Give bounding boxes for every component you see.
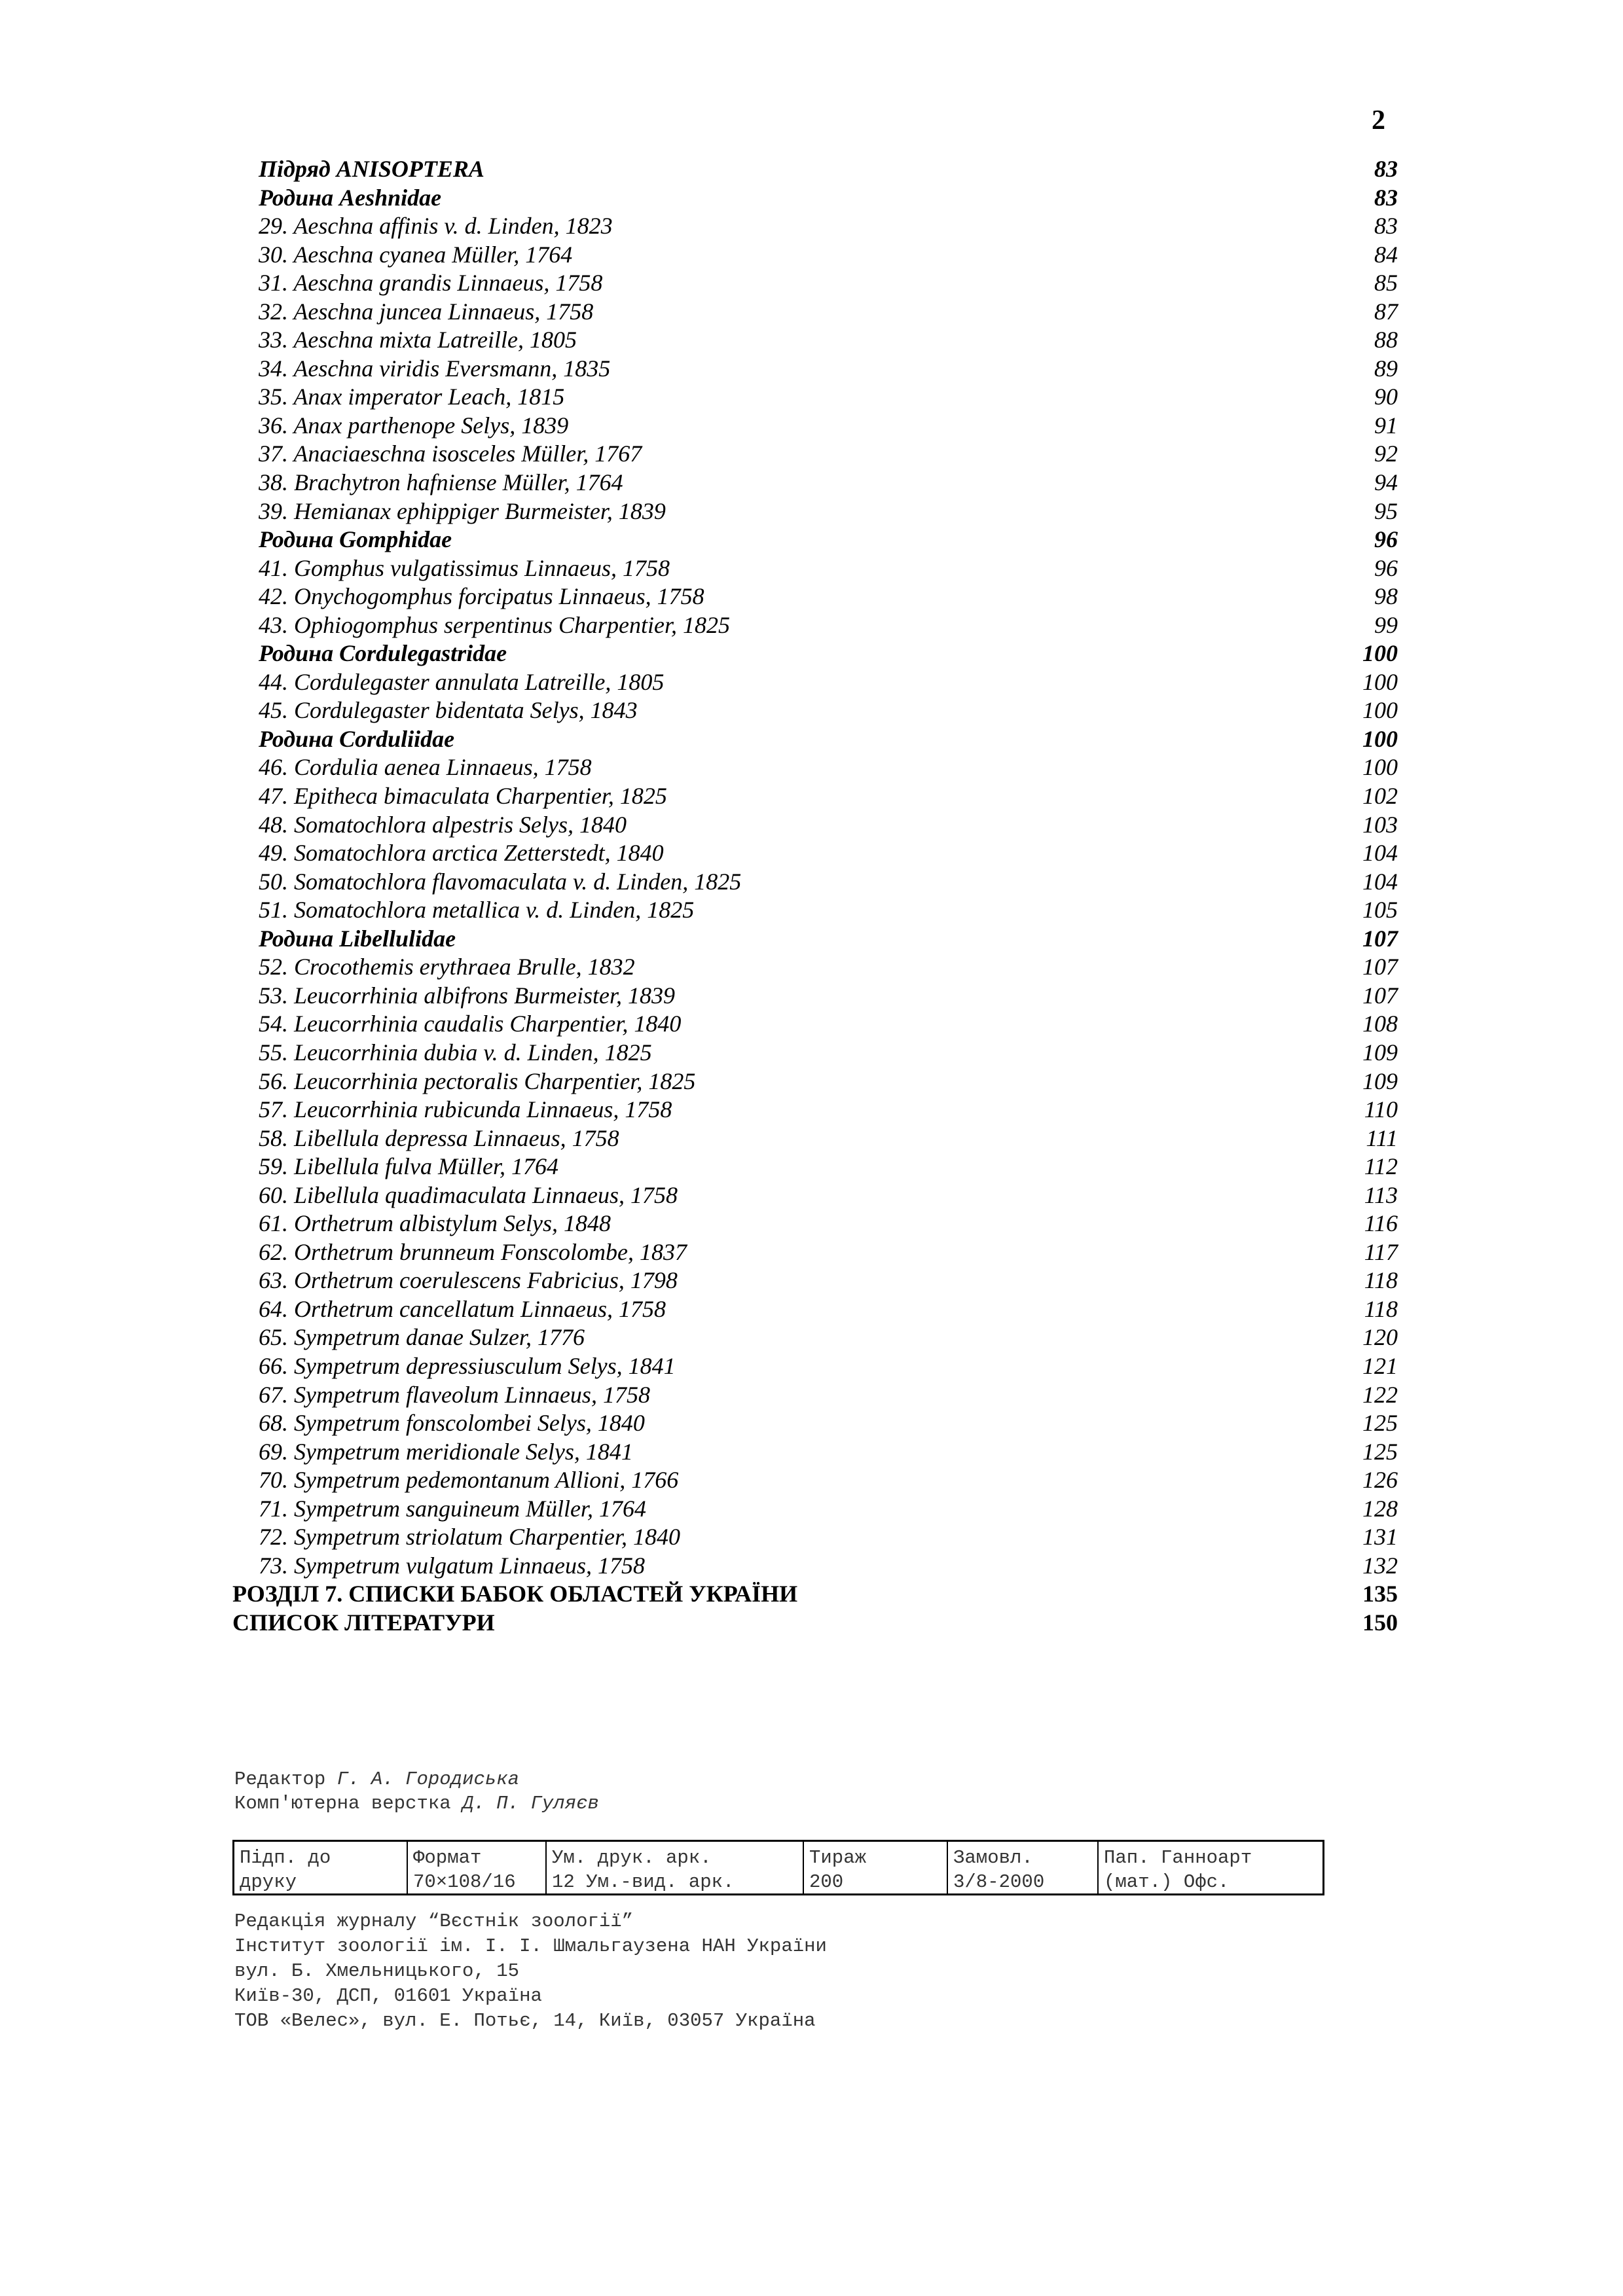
toc-entry-title: 52. Crocothemis erythraea Brulle, 1832 xyxy=(259,954,635,980)
toc-entry-title: Родина Aeshnidae xyxy=(259,184,442,211)
toc-entry-title: 60. Libellula quadimaculata Linnaeus, 1758 xyxy=(259,1181,678,1208)
toc-entry-title: 49. Somatochlora arctica Zetterstedt, 1840 xyxy=(259,840,664,867)
toc-entry-title: Родина Cordulegastridae xyxy=(259,640,507,667)
toc-entry xyxy=(232,1210,1398,1238)
toc-entry xyxy=(232,383,1398,412)
toc-entry-page: 107 xyxy=(1362,925,1398,952)
toc-entry-title: Родина Gomphidae xyxy=(259,526,452,553)
imprint-cell-line: Підп. до xyxy=(240,1847,331,1869)
toc-entry-page: 121 xyxy=(1362,1352,1398,1379)
toc-entry xyxy=(232,554,1398,583)
toc-entry-page: 111 xyxy=(1366,1124,1398,1151)
toc-entry xyxy=(232,1096,1398,1124)
imprint-cell-line: Ум. друк. арк. xyxy=(552,1847,712,1869)
toc-entry-title: 69. Sympetrum meridionale Selys, 1841 xyxy=(259,1438,633,1465)
address-line: Інститут зоології ім. І. І. Шмальгаузена НАН України xyxy=(234,1935,827,1957)
page-number: 2 xyxy=(1372,105,1385,135)
toc-entry-title: 38. Brachytron hafniense Müller, 1764 xyxy=(259,469,623,496)
editor-line xyxy=(234,1767,599,1791)
toc-entry xyxy=(232,1010,1398,1039)
toc-entry-title: 50. Somatochlora flavomaculata v. d. Linden, 1825 xyxy=(259,868,742,895)
toc-entry-page: 118 xyxy=(1364,1295,1398,1322)
imprint-cell-line: Замовл. xyxy=(953,1847,1033,1869)
toc-entry xyxy=(232,326,1398,355)
toc-entry-title: 64. Orthetrum cancellatum Linnaeus, 1758 xyxy=(259,1295,666,1322)
toc-entry xyxy=(232,753,1398,782)
toc-heading xyxy=(232,925,1398,954)
toc-section xyxy=(232,1580,1398,1609)
toc-entry xyxy=(232,953,1398,982)
toc-entry-page: 112 xyxy=(1364,1153,1398,1180)
toc-entry-page: 113 xyxy=(1364,1181,1398,1208)
imprint-cell-order xyxy=(947,1842,1097,1893)
toc-entry-page: 135 xyxy=(1362,1581,1398,1607)
imprint-cell-paper xyxy=(1097,1842,1322,1893)
toc-entry-page: 96 xyxy=(1374,526,1398,553)
toc-heading xyxy=(232,639,1398,668)
toc-entry-page: 85 xyxy=(1374,270,1398,296)
toc-entry xyxy=(232,839,1398,868)
table-of-contents xyxy=(232,155,1398,1637)
toc-entry-title: 46. Cordulia aenea Linnaeus, 1758 xyxy=(259,754,592,781)
toc-entry-page: 126 xyxy=(1362,1467,1398,1494)
toc-entry-title: 53. Leucorrhinia albifrons Burmeister, 1839 xyxy=(259,982,676,1009)
toc-entry-page: 125 xyxy=(1362,1438,1398,1465)
toc-entry xyxy=(232,1266,1398,1295)
toc-entry-title: 44. Cordulegaster annulata Latreille, 1805 xyxy=(259,668,665,695)
toc-heading xyxy=(232,184,1398,213)
toc-entry-title: 71. Sympetrum sanguineum Müller, 1764 xyxy=(259,1495,646,1522)
toc-entry-page: 88 xyxy=(1374,327,1398,353)
toc-entry-title: 56. Leucorrhinia pectoralis Charpentier, 1825 xyxy=(259,1067,696,1094)
toc-entry-title: 59. Libellula fulva Müller, 1764 xyxy=(259,1153,558,1180)
toc-entry xyxy=(232,298,1398,327)
imprint-cell-line: 70×108/16 xyxy=(413,1871,516,1893)
toc-entry-page: 87 xyxy=(1374,298,1398,325)
imprint-cell-line: 200 xyxy=(809,1871,844,1893)
toc-entry xyxy=(232,1295,1398,1324)
toc-entry-page: 107 xyxy=(1362,954,1398,980)
toc-entry-page: 110 xyxy=(1364,1096,1398,1123)
toc-entry xyxy=(232,668,1398,697)
toc-entry-page: 105 xyxy=(1362,897,1398,924)
toc-entry xyxy=(232,355,1398,384)
toc-entry-page: 103 xyxy=(1362,811,1398,838)
imprint-cell-line: 3/8-2000 xyxy=(953,1871,1045,1893)
imprint-cell-print-run xyxy=(803,1842,947,1893)
toc-entry-page: 128 xyxy=(1362,1495,1398,1522)
toc-entry-title: 30. Aeschna cyanea Müller, 1764 xyxy=(259,241,573,268)
toc-entry xyxy=(232,212,1398,241)
toc-entry-page: 83 xyxy=(1374,156,1398,182)
toc-entry-title: 41. Gomphus vulgatissimus Linnaeus, 1758 xyxy=(259,554,670,581)
toc-entry-page: 83 xyxy=(1374,213,1398,240)
toc-entry xyxy=(232,1409,1398,1438)
toc-entry xyxy=(232,1323,1398,1352)
toc-entry-page: 132 xyxy=(1362,1552,1398,1579)
toc-entry-page: 109 xyxy=(1362,1067,1398,1094)
toc-entry xyxy=(232,1124,1398,1153)
editor-label: Редактор xyxy=(234,1768,337,1790)
toc-entry-page: 98 xyxy=(1374,583,1398,610)
toc-entry-page: 92 xyxy=(1374,440,1398,467)
toc-entry-title: 43. Ophiogomphus serpentinus Charpentier, 1825 xyxy=(259,611,730,638)
toc-entry xyxy=(232,1352,1398,1381)
toc-entry-page: 102 xyxy=(1362,783,1398,810)
toc-entry-page: 100 xyxy=(1362,697,1398,724)
toc-entry xyxy=(232,1153,1398,1181)
publisher-address xyxy=(234,1909,827,2034)
imprint-cell-line: друку xyxy=(240,1871,297,1893)
toc-entry xyxy=(232,1238,1398,1267)
toc-entry xyxy=(232,583,1398,611)
imprint-cell-line: (мат.) Офс. xyxy=(1104,1871,1230,1893)
toc-entry-title: 35. Anax imperator Leach, 1815 xyxy=(259,384,565,410)
toc-entry xyxy=(232,611,1398,640)
toc-entry-title: Підряд ANISOPTERA xyxy=(259,156,484,182)
toc-entry-title: 54. Leucorrhinia caudalis Charpentier, 1840 xyxy=(259,1011,682,1037)
toc-entry-title: 29. Aeschna affinis v. d. Linden, 1823 xyxy=(259,213,613,240)
toc-entry-title: 39. Hemianax ephippiger Burmeister, 1839 xyxy=(259,497,666,524)
toc-entry xyxy=(232,269,1398,298)
toc-entry-page: 91 xyxy=(1374,412,1398,439)
toc-section xyxy=(232,1609,1398,1638)
toc-entry xyxy=(232,982,1398,1011)
toc-entry-title: 33. Aeschna mixta Latreille, 1805 xyxy=(259,327,577,353)
toc-entry-title: 32. Aeschna juncea Linnaeus, 1758 xyxy=(259,298,594,325)
layout-line xyxy=(234,1791,599,1816)
toc-entry xyxy=(232,1523,1398,1552)
imprint-cell-line: Пап. Ганноарт xyxy=(1104,1847,1252,1869)
toc-entry-title: 63. Orthetrum coerulescens Fabricius, 1798 xyxy=(259,1267,678,1294)
toc-entry-title: РОЗДІЛ 7. СПИСКИ БАБОК ОБЛАСТЕЙ УКРАЇНИ xyxy=(232,1581,798,1607)
toc-entry-page: 125 xyxy=(1362,1410,1398,1437)
toc-entry-title: 37. Anaciaeschna isosceles Müller, 1767 xyxy=(259,440,642,467)
address-line: ТОВ «Велес», вул. Е. Потьє, 14, Київ, 03057 Україна xyxy=(234,2010,816,2032)
toc-entry-title: 31. Aeschna grandis Linnaeus, 1758 xyxy=(259,270,603,296)
toc-entry-title: 36. Anax parthenope Selys, 1839 xyxy=(259,412,569,439)
imprint-cell-line: Формат xyxy=(413,1847,482,1869)
toc-entry-title: 61. Orthetrum albistylum Selys, 1848 xyxy=(259,1210,611,1237)
toc-entry-page: 100 xyxy=(1362,668,1398,695)
toc-entry xyxy=(232,696,1398,725)
toc-entry-page: 117 xyxy=(1364,1238,1398,1265)
imprint-cell-signed xyxy=(234,1842,407,1893)
toc-entry-page: 120 xyxy=(1362,1324,1398,1351)
toc-heading xyxy=(232,526,1398,554)
toc-entry-title: 47. Epitheca bimaculata Charpentier, 1825 xyxy=(259,783,667,810)
toc-entry-page: 94 xyxy=(1374,469,1398,496)
toc-entry-title: 72. Sympetrum striolatum Charpentier, 1840 xyxy=(259,1524,680,1551)
toc-entry-page: 100 xyxy=(1362,640,1398,667)
toc-entry-page: 116 xyxy=(1364,1210,1398,1237)
toc-entry xyxy=(232,1495,1398,1524)
toc-entry-page: 95 xyxy=(1374,497,1398,524)
toc-entry-title: 70. Sympetrum pedemontanum Allioni, 1766 xyxy=(259,1467,679,1494)
toc-entry-page: 104 xyxy=(1362,868,1398,895)
toc-entry-page: 90 xyxy=(1374,384,1398,410)
toc-entry-page: 104 xyxy=(1362,840,1398,867)
imprint-cell-format xyxy=(407,1842,545,1893)
address-line: Київ-30, ДСП, 01601 Україна xyxy=(234,1985,542,2007)
imprint-cell-line: 12 Ум.-вид. арк. xyxy=(552,1871,735,1893)
imprint-cell-sheets xyxy=(545,1842,803,1893)
toc-entry-page: 84 xyxy=(1374,241,1398,268)
toc-entry-title: 67. Sympetrum flaveolum Linnaeus, 1758 xyxy=(259,1381,650,1408)
toc-entry-title: Родина Corduliidae xyxy=(259,725,455,752)
toc-entry-page: 89 xyxy=(1374,355,1398,382)
toc-entry-title: 42. Onychogomphus forcipatus Linnaeus, 1758 xyxy=(259,583,704,610)
toc-entry-title: 73. Sympetrum vulgatum Linnaeus, 1758 xyxy=(259,1552,645,1579)
address-line: вул. Б. Хмельницького, 15 xyxy=(234,1960,520,1982)
imprint-cell-line: Тираж xyxy=(809,1847,867,1869)
toc-entry-title: 57. Leucorrhinia rubicunda Linnaeus, 1758 xyxy=(259,1096,672,1123)
toc-entry xyxy=(232,896,1398,925)
toc-entry-title: СПИСОК ЛІТЕРАТУРИ xyxy=(232,1609,495,1636)
toc-entry-title: 48. Somatochlora alpestris Selys, 1840 xyxy=(259,811,627,838)
toc-entry xyxy=(232,1438,1398,1467)
toc-entry-title: 68. Sympetrum fonscolombei Selys, 1840 xyxy=(259,1410,645,1437)
toc-entry-page: 122 xyxy=(1362,1381,1398,1408)
toc-entry-title: 45. Cordulegaster bidentata Selys, 1843 xyxy=(259,697,638,724)
toc-entry-page: 96 xyxy=(1374,554,1398,581)
address-line: Редакція журналу “Вєстнік зоології” xyxy=(234,1910,634,1932)
editor-name: Г. А. Городиська xyxy=(337,1768,520,1790)
layout-label: Комп'ютерна верстка xyxy=(234,1793,463,1814)
toc-entry xyxy=(232,241,1398,270)
toc-entry-page: 107 xyxy=(1362,982,1398,1009)
toc-entry xyxy=(232,811,1398,840)
toc-entry xyxy=(232,497,1398,526)
toc-entry-page: 109 xyxy=(1362,1039,1398,1066)
toc-entry xyxy=(232,1181,1398,1210)
toc-entry-page: 83 xyxy=(1374,184,1398,211)
toc-entry-title: 65. Sympetrum danae Sulzer, 1776 xyxy=(259,1324,585,1351)
toc-entry-title: 51. Somatochlora metallica v. d. Linden, 1825 xyxy=(259,897,695,924)
toc-entry-page: 118 xyxy=(1364,1267,1398,1294)
toc-heading xyxy=(232,155,1398,184)
imprint-table xyxy=(232,1840,1324,1895)
toc-entry xyxy=(232,1039,1398,1067)
toc-entry-title: 66. Sympetrum depressiusculum Selys, 1841 xyxy=(259,1352,676,1379)
toc-heading xyxy=(232,725,1398,754)
toc-entry xyxy=(232,1067,1398,1096)
layout-name: Д. П. Гуляєв xyxy=(462,1793,599,1814)
toc-entry-page: 99 xyxy=(1374,611,1398,638)
toc-entry xyxy=(232,1466,1398,1495)
toc-entry-title: 34. Aeschna viridis Eversmann, 1835 xyxy=(259,355,611,382)
toc-entry xyxy=(232,440,1398,469)
toc-entry-page: 100 xyxy=(1362,725,1398,752)
toc-entry xyxy=(232,868,1398,897)
toc-entry-page: 100 xyxy=(1362,754,1398,781)
toc-entry-title: 58. Libellula depressa Linnaeus, 1758 xyxy=(259,1124,619,1151)
toc-entry-title: Родина Libellulidae xyxy=(259,925,456,952)
toc-entry-title: 62. Orthetrum brunneum Fonscolombe, 1837 xyxy=(259,1238,687,1265)
toc-entry xyxy=(232,1381,1398,1410)
toc-entry xyxy=(232,1552,1398,1581)
toc-entry xyxy=(232,782,1398,811)
credits xyxy=(234,1767,599,1816)
toc-entry-title: 55. Leucorrhinia dubia v. d. Linden, 1825 xyxy=(259,1039,652,1066)
toc-entry-page: 131 xyxy=(1362,1524,1398,1551)
toc-entry-page: 150 xyxy=(1362,1609,1398,1636)
toc-entry xyxy=(232,469,1398,497)
toc-entry-page: 108 xyxy=(1362,1011,1398,1037)
toc-entry xyxy=(232,412,1398,440)
